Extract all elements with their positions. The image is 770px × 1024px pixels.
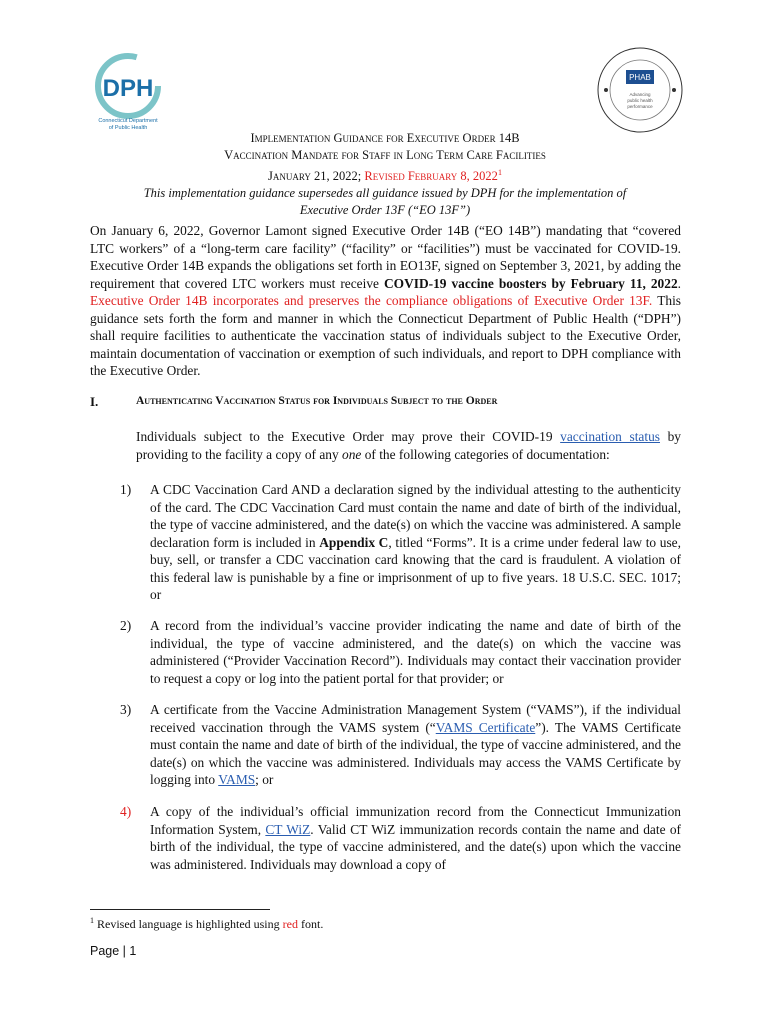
footnote-marker: 1 — [497, 168, 502, 177]
lead-text: Individuals subject to the Executive Order may prove their COVID-19 — [136, 429, 561, 444]
phab-letters: PHAB — [629, 73, 651, 82]
list-item-text-2: ”). The VAMS Certificate must contain the name and date of birth of the individual, the type of vaccine administered, and the date(s) on which the vaccine was administered. Individuals may access the VAMS Certificate by logging into — [150, 719, 681, 787]
phab-seal-graphic — [596, 46, 684, 134]
intro-text: On January 6, 2022, Governor Lamont signed Executive Order 14B (“EO 14B”) mandating that “covered LTC workers” of a “long-term care facility” (“facility” or “facilities”) must be vaccinated for COVID-19. Executive Order 14B expands the obligations set forth in EO13F, signed on September 3, 2021, by adding the requirement that covered LTC workers must receive — [90, 223, 681, 291]
intro-revised-sentence: Executive Order 14B incorporates and preserves the compliance obligations of Executive Order 13F. — [90, 293, 653, 308]
page-number: Page | 1 — [90, 944, 137, 958]
header-supersedes-line: This implementation guidance supersedes all guidance issued by DPH for the implementation of — [143, 186, 627, 201]
intro-period: . — [677, 275, 681, 291]
list-item-number: 2) — [120, 618, 132, 633]
footnote-text-end: font. — [297, 917, 324, 931]
svg-text:performance: performance — [627, 104, 653, 109]
list-item-text-2: , titled “Forms”. It is a crime under federal law to use, buy, sell, or transfer a CDC vaccination card knowing that the card is fraudulent. A violation of this federal law is punishable by a fine or imprisonment of up to five years. 18 U.S.C. SEC. 1017; or — [150, 534, 681, 602]
intro-bold-deadline: COVID-19 vaccine boosters by February 11, 2022 — [383, 275, 678, 291]
svg-text:of Public Health: of Public Health — [108, 125, 148, 131]
header-title-line2: Vaccination Mandate for Staff in Long Term Care Facilities — [224, 148, 546, 162]
section-1-heading: Authenticating Vaccination Status for Individuals Subject to the Order — [136, 395, 498, 407]
appendix-c-ref: Appendix C — [319, 534, 389, 550]
dph-logo-graphic — [88, 52, 168, 132]
header-revised-date: Revised February 8, 2022 — [364, 169, 498, 184]
ct-wiz-link[interactable]: CT WiZ — [265, 821, 311, 837]
list-item — [120, 617, 681, 687]
lead-text-3: of the following categories of documentation: — [361, 446, 610, 462]
dph-letters: DPH — [102, 75, 154, 102]
list-item-text-3: ; or — [255, 772, 274, 787]
list-item-text-2: . Valid CT WiZ immunization records contain the name and date of birth of the individual, the type of vaccine administered, and the date(s) upon which the vaccine was administered. Individuals may download a copy of — [150, 821, 681, 872]
svg-text:public health: public health — [627, 98, 653, 103]
footnote-number: 1 — [90, 916, 94, 925]
list-item — [120, 701, 681, 789]
svg-text:Connecticut Department: Connecticut Department — [98, 118, 158, 124]
section-1-lead — [136, 428, 681, 463]
list-item-text: A certificate from the Vaccine Administration Management System (“VAMS”), if the individual received vaccination through the VAMS system (“ — [150, 702, 681, 735]
header-title-line1: Implementation Guidance for Executive Order 14B — [250, 131, 520, 145]
list-item-number: 1) — [120, 482, 132, 497]
header-date-line — [80, 164, 690, 185]
vams-certificate-link[interactable]: VAMS Certificate — [435, 719, 536, 735]
footnote-red-word: red — [282, 917, 298, 931]
intro-paragraph — [90, 222, 681, 380]
list-item — [120, 481, 681, 604]
vams-link[interactable]: VAMS — [218, 772, 256, 787]
dph-logo — [88, 52, 168, 132]
footnote-text: Revised language is highlighted using — [94, 917, 283, 931]
header-supersedes-line2: Executive Order 13F (“EO 13F”) — [299, 203, 471, 218]
list-item-text: A copy of the individual’s official immunization record from the Connecticut Immunization Information System, — [150, 804, 681, 837]
list-item — [120, 803, 681, 873]
list-item-text: A record from the individual’s vaccine provider indicating the name and date of birth of the individual, the type of vaccine administered, and the date(s) on which the vaccine was administered (“Provider Vaccination Record”). Individuals may contact their vaccination provider to request a copy or log into the patient portal for that provider; or — [150, 618, 681, 686]
svg-text:Advancing: Advancing — [629, 92, 651, 97]
header-date: January 21, 2022; — [268, 169, 365, 184]
list-item-number: 4) — [120, 804, 132, 819]
lead-text-2: by providing to the facility a copy of any — [136, 429, 681, 462]
list-item-number: 3) — [120, 702, 132, 717]
section-1-numeral: I. — [90, 394, 99, 409]
vaccination-status-link[interactable]: vaccination status — [560, 429, 660, 444]
document-header — [80, 130, 690, 219]
lead-emphasis: one — [342, 446, 362, 462]
list-item-text: A CDC Vaccination Card AND a declaration signed by the individual attesting to the authenticity of the card. The CDC Vaccination Card must contain the name and date of birth of the individual, the type of vaccine administered, and the date(s) on which the vaccine was administered. A sample declaration form is included in — [150, 482, 681, 550]
phab-accreditation-seal — [596, 46, 684, 134]
intro-text-rest: This guidance sets forth the form and manner in which the Connecticut Department of Public Health (“DPH”) shall require facilities to authenticate the vaccination status of individuals subject to the Executive Order, maintain documentation of vaccination or exemption of such individuals, and report to DPH compliance with the Executive Order. — [90, 293, 682, 378]
footnote-divider — [90, 909, 270, 910]
footnote — [90, 916, 323, 932]
